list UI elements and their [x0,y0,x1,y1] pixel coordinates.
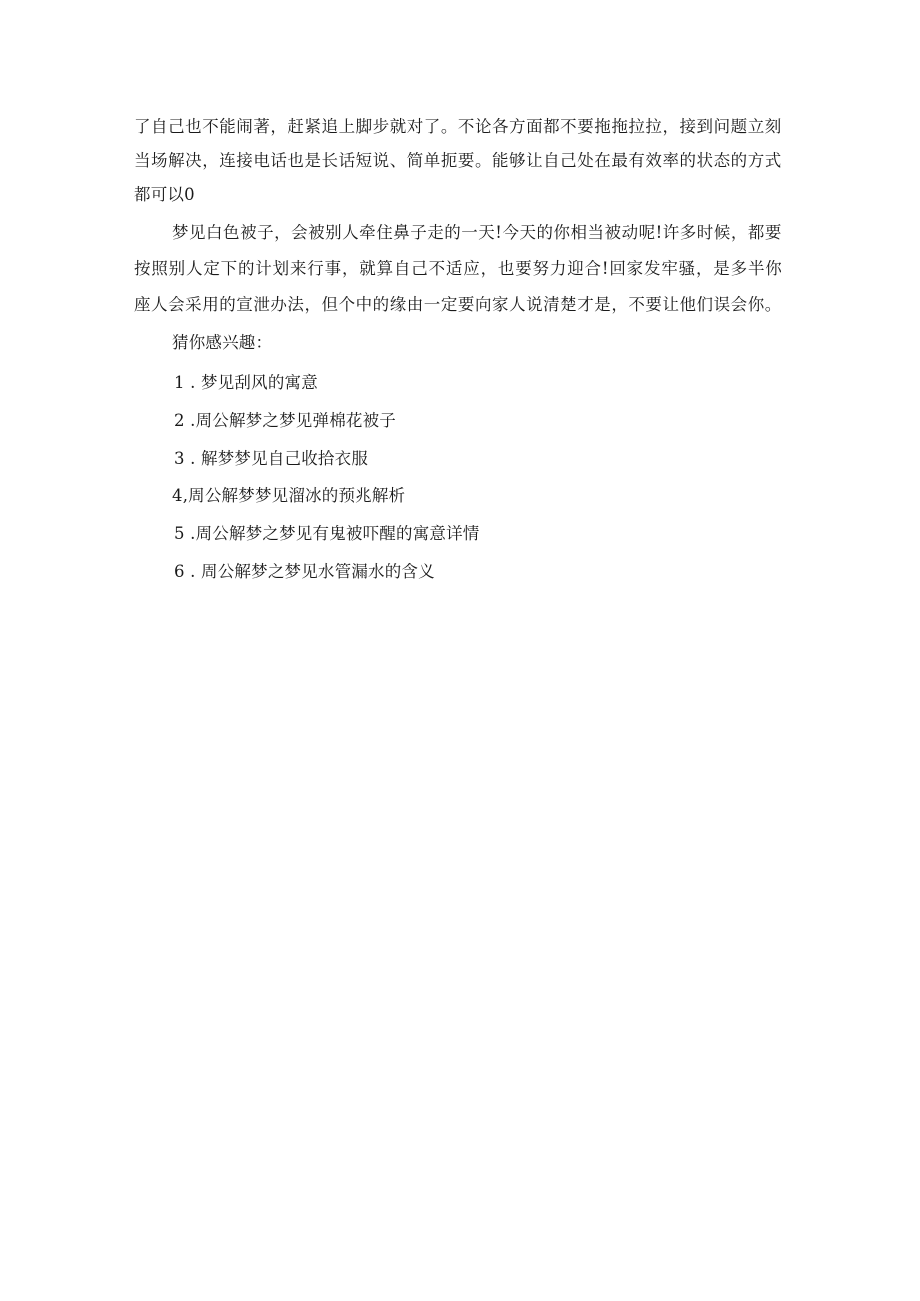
paragraph-1-line-3: 都可以0 [134,185,195,204]
related-item-6[interactable]: 6 . 周公解梦之梦见水管漏水的含义 [174,562,435,581]
related-item-5[interactable]: 5 .周公解梦之梦见有鬼被吓醒的寓意详情 [174,524,480,543]
related-item-4[interactable]: 4,周公解梦梦见溜冰的预兆解析 [172,486,406,505]
paragraph-1-line-2: 当 场 解 决 ， 连 接 电 话 也 是 长 话 短 说 、 简 单 扼 要 。 能 够 让 自 己 处 在 最 有 效 率 的 状 态 的 方 式 [134,151,782,170]
related-item-2[interactable]: 2 .周公解梦之梦见弹棉花被子 [174,411,396,430]
related-item-1[interactable]: 1 . 梦见刮风的寓意 [174,373,318,392]
related-item-3[interactable]: 3 . 解梦梦见自己收拾衣服 [174,449,369,468]
related-heading: 猜你感兴趣： [172,333,273,352]
paragraph-1-line-1: 了 自 己 也 不 能 闹 著 ， 赶 紧 追 上 脚 步 就 对 了 。 不 论 各 方 面 都 不 要 拖 拖 拉 拉 ， 接 到 问 题 立 刻 [134,117,782,136]
paragraph-2-line-1: 梦 见 白 色 被 子 ， 会 被 别 人 牵 住 鼻 子 走 的 一 天 ! 今 天 的 你 相 当 被 动 呢 ! 许 多 时 候 ， 都 要 [172,223,782,242]
paragraph-2-line-3: 座 人 会 采 用 的 宣 泄 办 法 ， 但 个 中 的 缘 由 一 定 要 向 家 人 说 清 楚 才 是 ， 不 要 让 他 们 误 会 你 。 [134,295,782,314]
paragraph-2-line-2: 按 照 别 人 定 下 的 计 划 来 行 事 ， 就 算 自 己 不 适 应 ， 也 要 努 力 迎 合 ! 回 家 发 牢 骚 ， 是 多 半 你 [134,259,782,278]
